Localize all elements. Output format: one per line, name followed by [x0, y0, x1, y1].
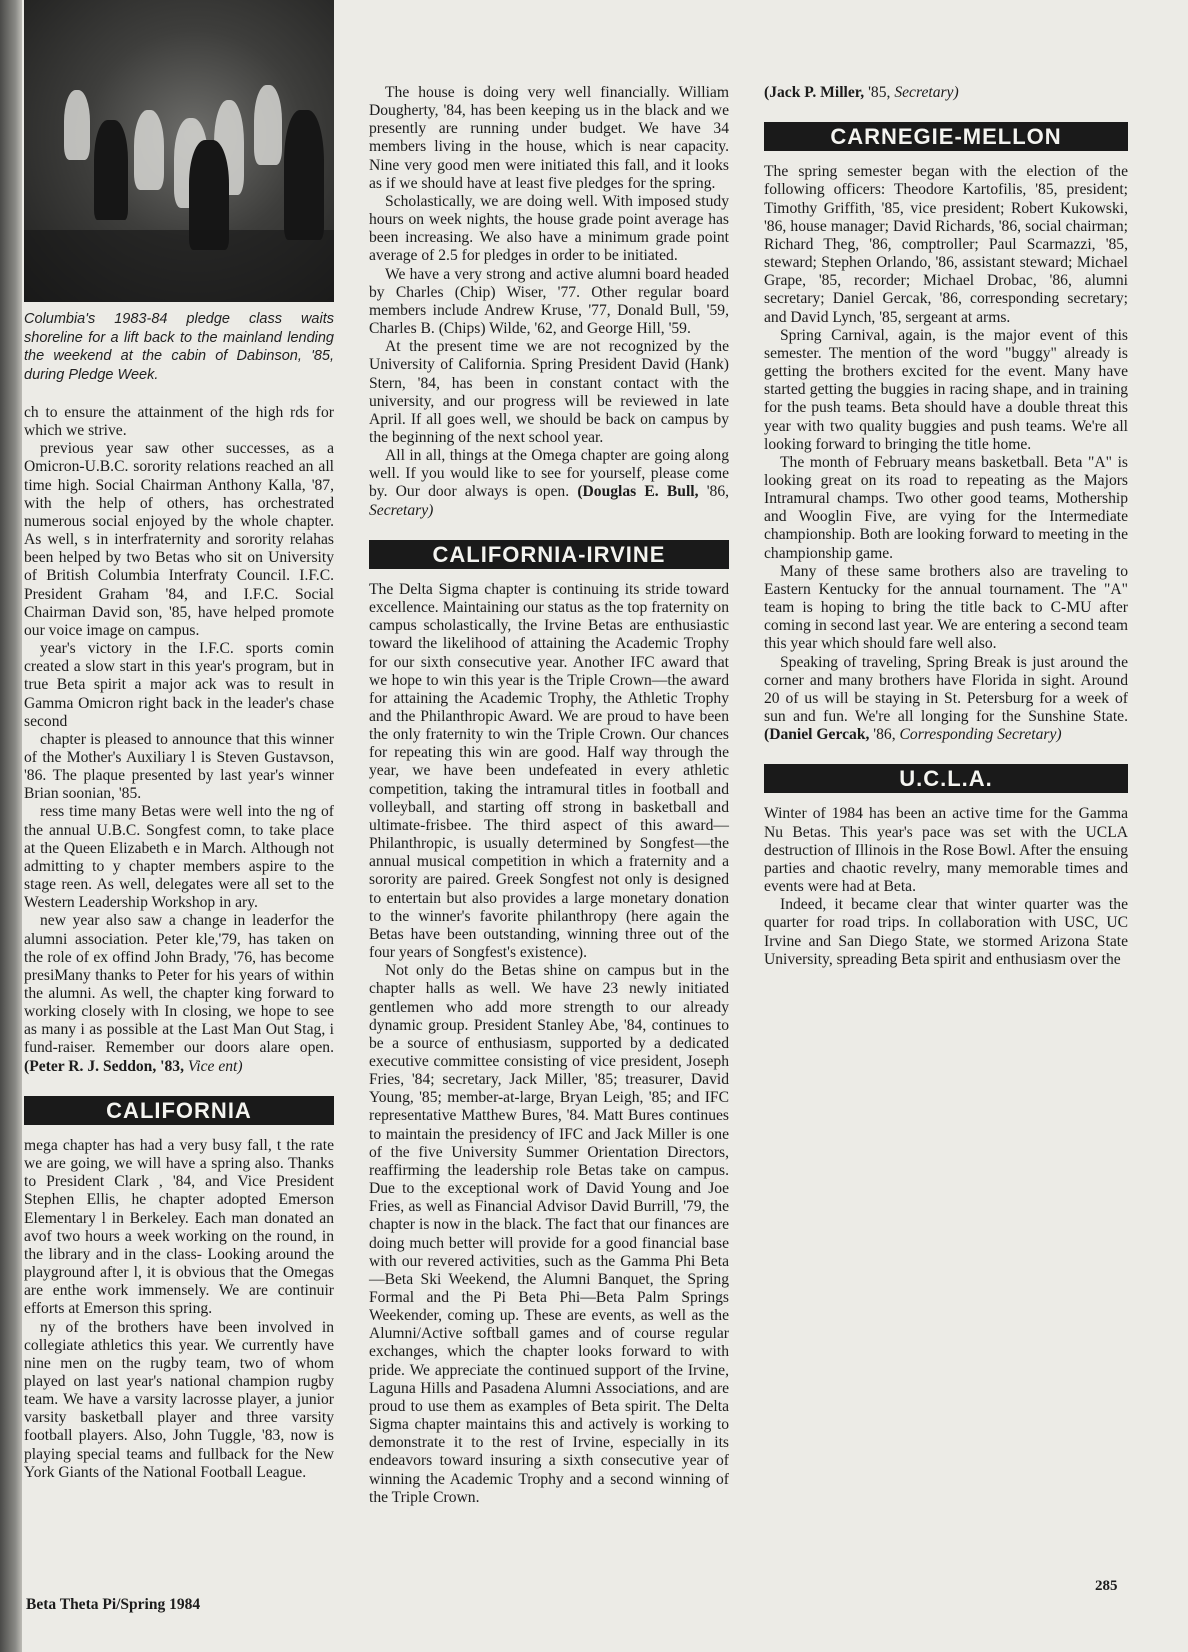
photo-caption: Columbia's 1983-84 pledge class waits shoreline for a lift back to the mainland lending the weekend at the cabin of Dabinson, '85, during Pledge Week.: [24, 311, 334, 383]
irvine-signature-line: [764, 84, 1128, 102]
california-paragraph: Scholastically, we are doing well. With imposed study hours on week nights, the house grade point average has been increasing. We also have a minimum grade point average of 2.5 for pledges in order to be initiated.: [369, 192, 729, 265]
column-left: [24, 0, 334, 1482]
california-signature-title: Secretary): [369, 501, 434, 519]
cmu-signature-year: '86,: [869, 726, 900, 744]
cmu-paragraph: The spring semester began with the election of the following officers: Theodore Kartofilis, '85, president; Timothy Griffith, '85, vice president; Robert Kukowski, '86, house manager; David Richards, '86, social chairman; Richard Theg, '86, comptroller; Paul Scarmazzi, '85, steward; Stephen Orlando, '86, assistant steward; Michael Grape, '85, recorder; Michael Drobac, '86, alumni secretary; Daniel Gercak, '86, corresponding secretary; and David Lynch, '85, sergeant at arms.: [764, 163, 1128, 326]
california-paragraph: At the present time we are not recognized by the University of California. Spring President David (Hank) Stern, '84, has been in constant contact with the university, and our progress will be reviewed in late April. If all goes well, we should be back on campus by the beginning of the next school year.: [369, 338, 729, 446]
california-signature-year: '86,: [698, 483, 730, 501]
column-right: [764, 84, 1128, 969]
columbia-paragraph: chapter is pleased to announce that this winner of the Mother's Auxiliary l is Steven Gustavson, '86. The plaque presented by last year's winner Brian soonian, '85.: [24, 730, 334, 803]
page-number: 285: [1095, 1578, 1118, 1594]
columbia-signature-title: Vice ent): [187, 1057, 243, 1075]
cmu-paragraph: Spring Carnival, again, is the major event of this semester. The mention of the word "buggy" already is getting the brothers excited for the event. Many have started getting the buggies in racing shape, and in training for the push teams. Beta should have a double threat this year with two quality buggies and push teams. We're all looking forward to bringing the title home.: [764, 326, 1128, 453]
ucla-paragraph: Winter of 1984 has been an active time for the Gamma Nu Betas. This year's pace was set with the UCLA destruction of Illinois in the Rose Bowl. After the ensuing parties and chaotic revelry, many memorable times and events were had at Beta.: [764, 805, 1128, 896]
irvine-signature-title: Secretary): [894, 84, 959, 101]
heading-california-irvine: CALIFORNIA-IRVINE: [369, 540, 729, 569]
heading-carnegie-mellon: CARNEGIE-MELLON: [764, 122, 1128, 151]
california-paragraph: mega chapter has had a very busy fall, t the rate we are going, we will have a spring also. Thanks to President Clark , '84, and Vice President Stephen Ellis, he chapter adopted Emerson Elementary l in Berkeley. Each man donated an avof two hours a week working on the round, in the library and in the class- Looking around the playground after l, it is obvious that the Omegas are enthe work immensely. We are continuir efforts at Emerson this spring.: [24, 1136, 334, 1318]
irvine-paragraph: Not only do the Betas shine on campus but in the chapter halls as well. We have 23 newly initiated gentlemen who add more strength to our already dynamic group. President Stanley Abe, '84, continues to be a source of enthusiasm, supported by a dedicated executive committee consisting of vice president, Joseph Fries, '84; secretary, Jack Miller, '85; treasurer, David Young, '85; member-at-large, Bryan Leigh, '85; and IFC representative Matthew Bures, '84. Matt Bures continues to maintain the presidency of IFC and Jack Miller is one of the five University Summer Orientation Directors, reaffirming the leadership role Betas take on campus. Due to the exceptional work of David Young and Joe Fries, as well as Financial Advisor David Burrill, '79, the chapter is now in the black. The fact that our finances are doing much better will provide for a good financial base with our revered activities, such as the Gamma Phi Beta—Beta Ski Weekend, the Alumni Banquet, the Spring Formal and the Pi Beta Phi—Beta Palm Springs Weekender, coming up. These are events, as well as the Alumni/Active softball games and of course regular exchanges, which the chapter looks forward to with pride. We appreciate the continued support of the Irvine, Laguna Hills and Pasadena Alumni Associations, and are proud to use them as examples of Beta spirit. The Delta Sigma chapter maintains this and actively is working to demonstrate it to the rest of Irvine, especially in its endeavors toward insuring a sixth consecutive year of winning the Academic Trophy and a second winning of the Triple Crown.: [369, 962, 729, 1506]
ucla-paragraph: Indeed, it became clear that winter quarter was the quarter for road trips. In collaboration with USC, UC Irvine and San Diego State, we stormed Arizona State University, spreading Beta spirit and enthusiasm over the: [764, 896, 1128, 968]
california-paragraph-last: [369, 447, 729, 520]
columbia-paragraph: ress time many Betas were well into the ng of the annual U.B.C. Songfest comn, to take place at the Queen Elizabeth e in March. Although not admitting to y chapter members aspire to the stage reen. As well, delegates were all set to the Western Leadership Workshop in ary.: [24, 803, 334, 912]
column-middle: [369, 84, 729, 1507]
california-paragraph: The house is doing very well financially. William Dougherty, '84, has been keeping us in the black and we presently are running under budget. We have 34 members living in the house, which is near capacity. Nine very good men were initiated this fall, and it looks as if we should have at least five pledges for the spring.: [369, 84, 729, 192]
california-body-end: All in all, things at the Omega chapter are going along well. If you would like to see for yourself, please come by. Our door always is open.: [369, 447, 729, 501]
columbia-signature-name: (Peter R. J. Seddon, '83,: [24, 1057, 184, 1075]
publication-footer: Beta Theta Pi/Spring 1984: [26, 1596, 201, 1613]
columbia-paragraph: year's victory in the I.F.C. sports comin created a slow start in this year's program, but in true Beta spirit a major ack was to result in Gamma Omicron right back in the leader's chase second: [24, 640, 334, 730]
heading-ucla: U.C.L.A.: [764, 764, 1128, 793]
heading-california: CALIFORNIA: [24, 1096, 334, 1125]
irvine-signature-name: (Jack P. Miller,: [764, 84, 865, 101]
cmu-signature-name: (Daniel Gercak,: [764, 726, 870, 744]
cmu-signature-title: Corresponding Secretary): [899, 726, 1062, 744]
columbia-paragraph-last: [24, 912, 334, 1075]
cmu-body-end: Speaking of traveling, Spring Break is just around the corner and many brothers have Florida in sight. Around 20 of us will be staying in St. Petersburg for a week of sun and fun. We're all longing for the Sunshine State.: [764, 653, 1128, 725]
columbia-paragraph: previous year saw other successes, as a Omicron-U.B.C. sorority relations reached an all time high. Social Chairman Anthony Kalla, '87, with the help of others, has orchestrated numerous social enjoyed by the whole chapter. As well, s in interfraternity and sorority relahas been helped by two Betas who sit on University of British Columbia Interfraty Council. I.F.C. President Graham '84, and I.F.C. Social Chairman David son, '85, have helped promote our voice image on campus.: [24, 440, 334, 639]
pledge-class-photo: [24, 0, 334, 302]
cmu-paragraph-last: [764, 654, 1128, 745]
columbia-paragraph: ch to ensure the attainment of the high rds for which we strive.: [24, 404, 334, 440]
cmu-paragraph: The month of February means basketball. Beta "A" is looking great on its road to repeating as the Majors Intramural champs. Two other good teams, Mothership and Wooglin Five, are vying for the Intermediate championship. Both are looking forward to meeting in the championship game.: [764, 453, 1128, 562]
california-paragraph: ny of the brothers have been involved in collegiate athletics this year. We currently have nine men on the rugby team, two of whom played on last year's national champion rugby team. We have a varsity lacrosse player, a junior varsity basketball player and three varsity football players. Also, John Tuggle, '83, now is playing special teams and fullback for the New York Giants of the National Football League.: [24, 1318, 334, 1481]
california-signature-name: (Douglas E. Bull,: [577, 483, 699, 501]
irvine-paragraph: The Delta Sigma chapter is continuing its stride toward excellence. Maintaining our status as the top fraternity on campus scholastically, the Irvine Betas are enthusiastic toward the likelihood of attaining the Academic Trophy for our sixth consecutive year. Another IFC award that we hope to win this year is the Triple Crown—the award for attaining the Academic Trophy, the Athletic Trophy and the Philanthropic Award. We are proud to have been the only fraternity to win the Triple Crown. Our chances for repeating this win are good. Half way through the year, we have been undefeated in every athletic competition, taking the intramural titles in football and volleyball, and starting off strong in basketball and ultimate-frisbee. The third aspect of this award—Philanthropic, is usually determined by Songfest—the annual musical competition in which a fraternity and a sorority are paired. Greek Songfest not only is designed to entertain but also provides a large monetary donation to the winner's favorite philanthropy (here again the Betas have been outstanding, winning three out of the four years of Songfest's existence).: [369, 580, 729, 962]
columbia-body-end: new year also saw a change in leaderfor the alumni association. Peter kle,'79, has taken on the role of ex offind John Brady, '76, has become presiMany thanks to Peter for his years of within the alumni. As well, the chapter king forward to working closely with In closing, we hope to see as many i as possible at the Last Man Out Stag, i fund-raiser. Remember our doors alare open.: [24, 912, 334, 1057]
binding-edge: [0, 0, 22, 1652]
california-paragraph: We have a very strong and active alumni board headed by Charles (Chip) Wiser, '77. Other regular board members include Andrew Kruse, '77, Donald Bull, '59, Charles B. (Chips) Wilde, '62, and George Hill, '59.: [369, 265, 729, 338]
irvine-signature-year: '85,: [864, 84, 895, 101]
cmu-paragraph: Many of these same brothers also are traveling to Eastern Kentucky for the annual tournament. The "A" team is hoping to bring the title back to C-MU after coming in second last year. We are entering a second team this year which should fare well also.: [764, 562, 1128, 653]
